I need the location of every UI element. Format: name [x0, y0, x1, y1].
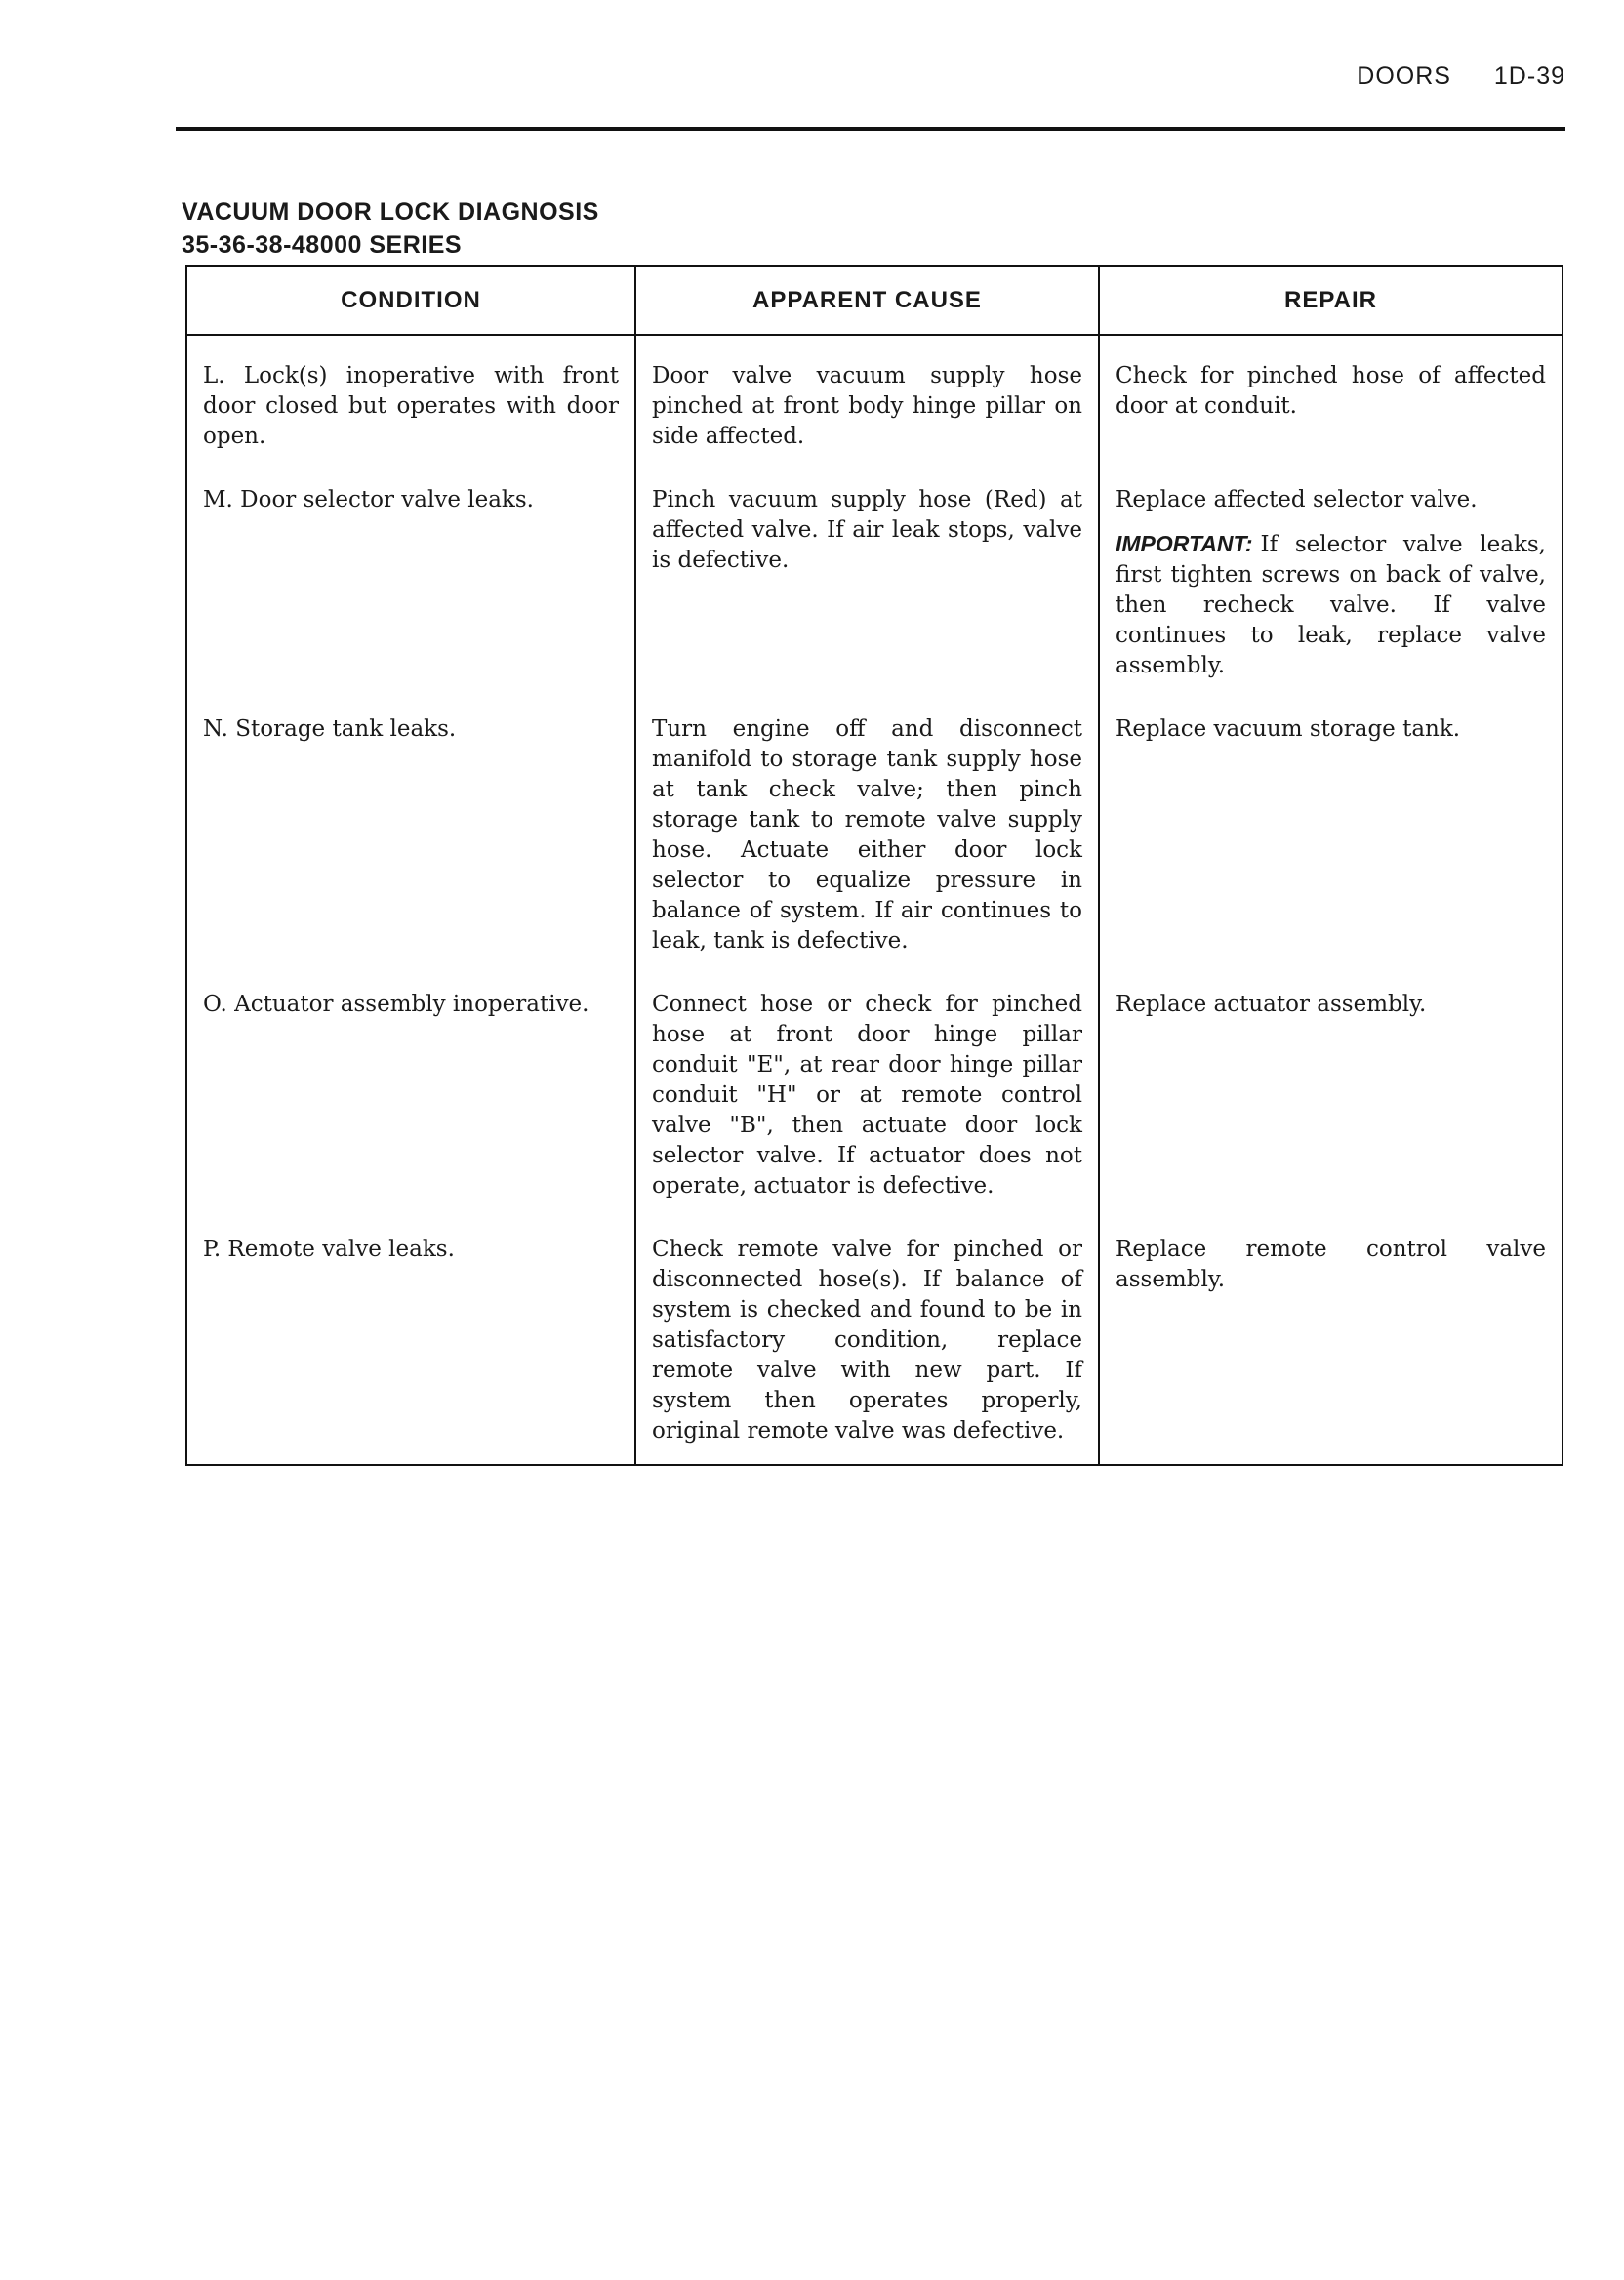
- title-line-2: 35-36-38-48000 SERIES: [182, 231, 463, 259]
- repair-cell: [1099, 475, 1563, 705]
- repair-cell: Replace actuator assembly.: [1099, 980, 1563, 1225]
- page-header: [1321, 62, 1565, 91]
- important-note: [1116, 529, 1546, 681]
- repair-cell: Replace remote control valve assembly.: [1099, 1225, 1563, 1465]
- condition-cell: L. Lock(s) inoperative with front door closed but operates with door open.: [186, 335, 635, 475]
- cause-cell: Pinch vacuum supply hose (Red) at affected valve. If air leak stops, valve is defective.: [635, 475, 1099, 705]
- column-header-condition: CONDITION: [186, 266, 635, 335]
- section-name: DOORS: [1357, 62, 1451, 90]
- repair-cell: Replace vacuum storage tank.: [1099, 705, 1563, 980]
- condition-cell: N. Storage tank leaks.: [186, 705, 635, 980]
- section-title: [182, 195, 599, 262]
- cause-cell: Turn engine off and disconnect manifold to storage tank supply hose at tank check valve; then pinch storage tank to remote valve supply hose. Actuate either door lock selector to equalize pressure in balance of system. If air continues to leak, tank is defective.: [635, 705, 1099, 980]
- column-header-repair: REPAIR: [1099, 266, 1563, 335]
- important-label: IMPORTANT:: [1116, 531, 1253, 556]
- important-text: If selector valve leaks, first tighten screws on back of valve, then recheck valve. If valve continues to leak, replace valve assembly.: [1116, 532, 1546, 678]
- repair-cell: Check for pinched hose of affected door at conduit.: [1099, 335, 1563, 475]
- cause-cell: Check remote valve for pinched or disconnected hose(s). If balance of system is checked and found to be in satisfactory condition, replace remote valve with new part. If system then operates properly, original remote valve was defective.: [635, 1225, 1099, 1465]
- table-row: [186, 705, 1563, 980]
- page-number: 1D-39: [1493, 62, 1565, 90]
- table-row: [186, 335, 1563, 475]
- table-row: [186, 1225, 1563, 1465]
- table-header-row: [186, 266, 1563, 335]
- cause-cell: Door valve vacuum supply hose pinched at front body hinge pillar on side affected.: [635, 335, 1099, 475]
- table-row: [186, 475, 1563, 705]
- table-row: [186, 980, 1563, 1225]
- title-line-1: VACUUM DOOR LOCK DIAGNOSIS: [182, 198, 599, 225]
- condition-cell: P. Remote valve leaks.: [186, 1225, 635, 1465]
- condition-cell: O. Actuator assembly inoperative.: [186, 980, 635, 1225]
- condition-cell: M. Door selector valve leaks.: [186, 475, 635, 705]
- column-header-cause: APPARENT CAUSE: [635, 266, 1099, 335]
- cause-cell: Connect hose or check for pinched hose at front door hinge pillar conduit "E", at rear door hinge pillar conduit "H" or at remote control valve "B", then actuate door lock selector valve. If actuator does not operate, actuator is defective.: [635, 980, 1099, 1225]
- header-rule: [176, 127, 1565, 131]
- diagnosis-table: [185, 265, 1563, 1466]
- repair-text: Replace affected selector valve.: [1116, 487, 1478, 512]
